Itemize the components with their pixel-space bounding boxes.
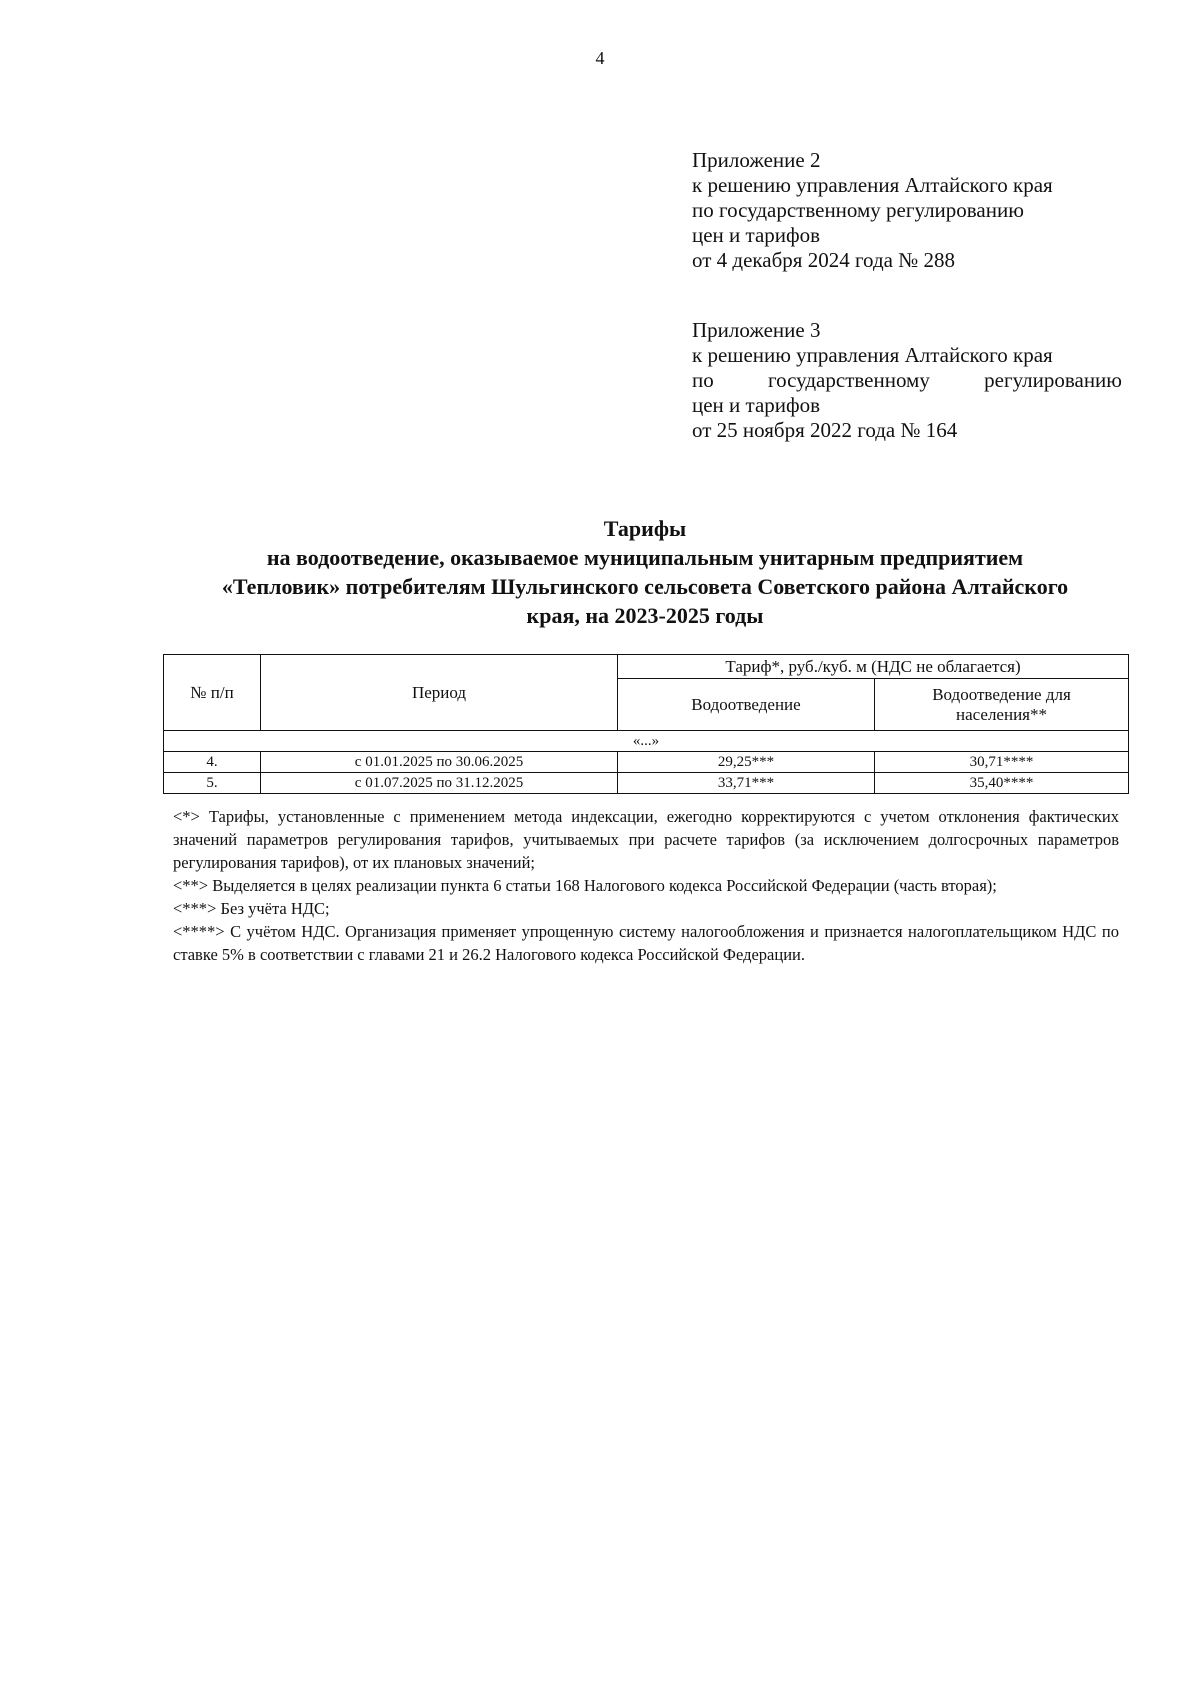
header-drainage-population: Водоотведение для населения** — [875, 679, 1129, 731]
title-line-4: края, на 2023-2025 годы — [526, 603, 764, 628]
annex-2-header — [692, 148, 1122, 273]
annex-3-line-3: по государственному регулированию — [692, 368, 1122, 392]
cell-drainage: 33,71*** — [618, 773, 875, 794]
cell-num: 5. — [164, 773, 261, 794]
title-line-3: «Тепловик» потребителям Шульгинского сельсовета Советского района Алтайского — [221, 574, 1069, 599]
table-ellipsis-row — [164, 731, 1129, 752]
table-header-row — [164, 655, 1129, 679]
header-drainage: Водоотведение — [618, 679, 875, 731]
header-tariff: Тариф*, руб./куб. м (НДС не облагается) — [618, 655, 1129, 679]
footnote-3: <***> Без учёта НДС; — [173, 899, 330, 918]
footnote-1: <*> Тарифы, установленные с применением метода индексации, ежегодно корректируются с учетом отклонения фактических значений параметров регулирования тарифов, учитываемых при расчете тарифов (за исключением долгосрочных параметров регулирования тарифов), от их плановых значений; — [173, 807, 1119, 872]
footnote-4: <****> С учётом НДС. Организация применяет упрощенную систему налогообложения и признается налогоплательщиком НДС по ставке 5% в соответствии с главами 21 и 26.2 Налогового кодекса Российской Федерации. — [173, 922, 1119, 964]
table-row — [164, 752, 1129, 773]
title-line-1: Тарифы — [603, 516, 687, 541]
cell-population: 35,40**** — [875, 773, 1129, 794]
footnote-2: <**> Выделяется в целях реализации пункта 6 статьи 168 Налогового кодекса Российской Федерации (часть вторая); — [173, 876, 997, 895]
document-title — [160, 514, 1130, 630]
page-number: 4 — [595, 48, 605, 68]
annex-2-line-1: Приложение 2 — [692, 148, 821, 172]
annex-2-line-3: по государственному регулированию — [692, 198, 1024, 222]
annex-2-line-5: от 4 декабря 2024 года № 288 — [692, 248, 955, 272]
table-row — [164, 773, 1129, 794]
cell-drainage: 29,25*** — [618, 752, 875, 773]
cell-num: 4. — [164, 752, 261, 773]
cell-population: 30,71**** — [875, 752, 1129, 773]
annex-3-line-5: от 25 ноября 2022 года № 164 — [692, 418, 958, 442]
header-period: Период — [261, 655, 618, 731]
annex-3-line-1: Приложение 3 — [692, 318, 821, 342]
cell-period: с 01.07.2025 по 31.12.2025 — [261, 773, 618, 794]
annex-2-line-2: к решению управления Алтайского края — [692, 173, 1053, 197]
header-num: № п/п — [164, 655, 261, 731]
tariff-table — [163, 654, 1129, 794]
footnotes — [173, 805, 1119, 966]
annex-2-line-4: цен и тарифов — [692, 223, 821, 247]
annex-3-line-4: цен и тарифов — [692, 393, 821, 417]
title-line-2: на водоотведение, оказываемое муниципальным унитарным предприятием — [266, 545, 1024, 570]
ellipsis-cell: «...» — [164, 731, 1129, 752]
cell-period: с 01.01.2025 по 30.06.2025 — [261, 752, 618, 773]
annex-3-header — [692, 318, 1122, 443]
annex-3-line-2: к решению управления Алтайского края — [692, 343, 1053, 367]
